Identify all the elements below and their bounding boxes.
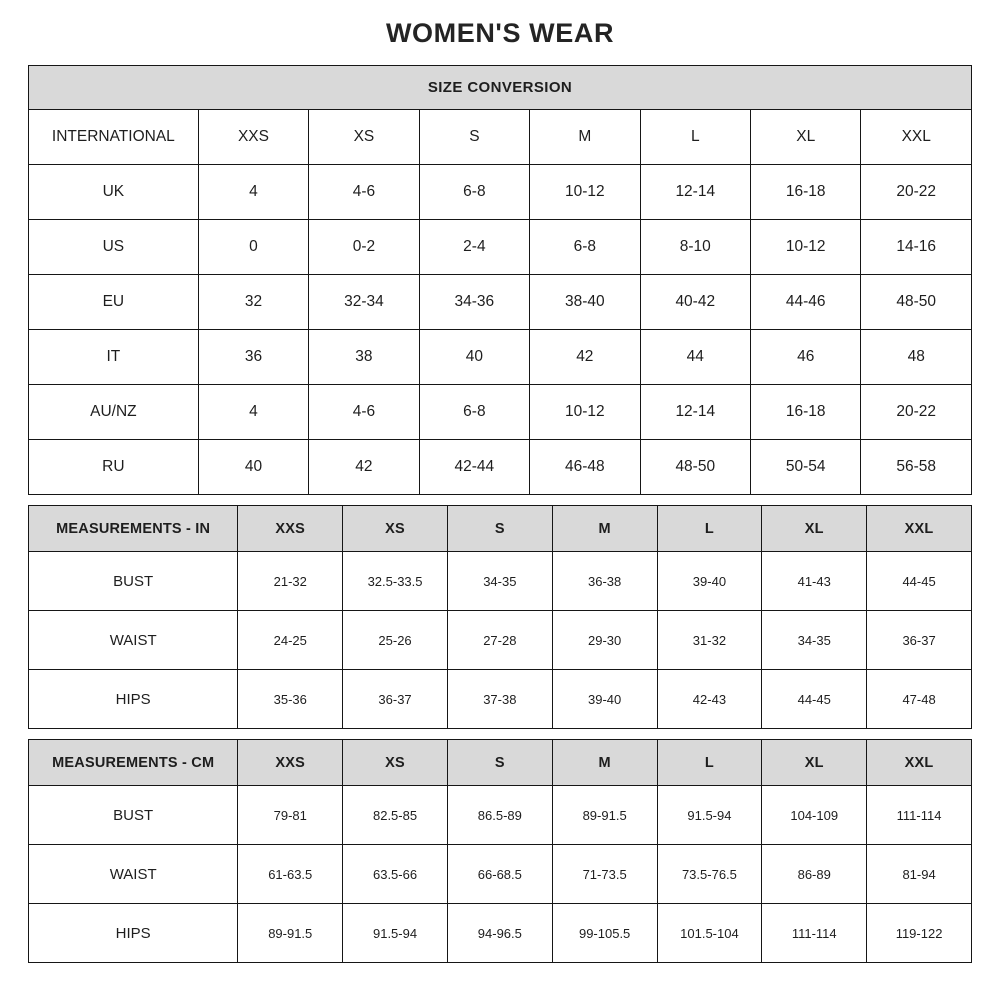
value-cell: 12-14 (640, 385, 750, 440)
row-label: AU/NZ (29, 385, 199, 440)
header-size-cell: XS (343, 740, 448, 786)
value-cell: 40 (419, 330, 529, 385)
value-cell: 24-25 (238, 611, 343, 670)
header-row (29, 506, 972, 552)
value-cell: 4-6 (309, 165, 419, 220)
table-row (29, 220, 972, 275)
row-label: BUST (29, 552, 238, 611)
header-size-cell: L (640, 110, 750, 165)
value-cell: 29-30 (552, 611, 657, 670)
value-cell: 4 (198, 165, 308, 220)
table-title-row (29, 66, 972, 110)
value-cell: 8-10 (640, 220, 750, 275)
value-cell: 99-105.5 (552, 904, 657, 963)
value-cell: 6-8 (419, 385, 529, 440)
header-size-cell: XXL (861, 110, 972, 165)
table-row (29, 845, 972, 904)
value-cell: 38 (309, 330, 419, 385)
value-cell: 36-38 (552, 552, 657, 611)
value-cell: 119-122 (867, 904, 972, 963)
value-cell: 46-48 (530, 440, 640, 495)
header-size-cell: S (447, 506, 552, 552)
value-cell: 42-43 (657, 670, 762, 729)
value-cell: 12-14 (640, 165, 750, 220)
value-cell: 10-12 (530, 165, 640, 220)
header-size-cell: XL (762, 740, 867, 786)
value-cell: 10-12 (530, 385, 640, 440)
value-cell: 14-16 (861, 220, 972, 275)
value-cell: 86.5-89 (447, 786, 552, 845)
header-size-cell: S (447, 740, 552, 786)
value-cell: 0 (198, 220, 308, 275)
value-cell: 36-37 (343, 670, 448, 729)
value-cell: 44-46 (751, 275, 861, 330)
value-cell: 111-114 (867, 786, 972, 845)
header-size-cell: XL (751, 110, 861, 165)
table-row (29, 385, 972, 440)
value-cell: 44-45 (867, 552, 972, 611)
value-cell: 40-42 (640, 275, 750, 330)
header-size-cell: XS (343, 506, 448, 552)
header-row (29, 740, 972, 786)
table-row (29, 786, 972, 845)
row-label: WAIST (29, 845, 238, 904)
value-cell: 37-38 (447, 670, 552, 729)
value-cell: 73.5-76.5 (657, 845, 762, 904)
table-row (29, 440, 972, 495)
header-row (29, 110, 972, 165)
header-label-cell: MEASUREMENTS - IN (29, 506, 238, 552)
value-cell: 40 (198, 440, 308, 495)
value-cell: 91.5-94 (343, 904, 448, 963)
value-cell: 42 (530, 330, 640, 385)
value-cell: 44-45 (762, 670, 867, 729)
row-label: BUST (29, 786, 238, 845)
value-cell: 71-73.5 (552, 845, 657, 904)
value-cell: 0-2 (309, 220, 419, 275)
value-cell: 20-22 (861, 165, 972, 220)
header-size-cell: M (552, 740, 657, 786)
header-size-cell: S (419, 110, 529, 165)
value-cell: 111-114 (762, 904, 867, 963)
value-cell: 32.5-33.5 (343, 552, 448, 611)
value-cell: 21-32 (238, 552, 343, 611)
table-row (29, 275, 972, 330)
value-cell: 42 (309, 440, 419, 495)
row-label: RU (29, 440, 199, 495)
table-row (29, 670, 972, 729)
row-label: IT (29, 330, 199, 385)
value-cell: 38-40 (530, 275, 640, 330)
header-size-cell: XS (309, 110, 419, 165)
value-cell: 34-35 (762, 611, 867, 670)
table-row (29, 552, 972, 611)
value-cell: 32 (198, 275, 308, 330)
header-size-cell: XXS (238, 506, 343, 552)
header-label-cell: MEASUREMENTS - CM (29, 740, 238, 786)
header-label-cell: INTERNATIONAL (29, 110, 199, 165)
value-cell: 6-8 (419, 165, 529, 220)
value-cell: 39-40 (552, 670, 657, 729)
value-cell: 89-91.5 (552, 786, 657, 845)
value-cell: 4 (198, 385, 308, 440)
value-cell: 89-91.5 (238, 904, 343, 963)
value-cell: 44 (640, 330, 750, 385)
table-row (29, 611, 972, 670)
value-cell: 34-36 (419, 275, 529, 330)
value-cell: 36 (198, 330, 308, 385)
row-label: UK (29, 165, 199, 220)
row-label: US (29, 220, 199, 275)
value-cell: 10-12 (751, 220, 861, 275)
table-title: SIZE CONVERSION (29, 66, 972, 110)
value-cell: 50-54 (751, 440, 861, 495)
table-row (29, 904, 972, 963)
row-label: WAIST (29, 611, 238, 670)
row-label: HIPS (29, 904, 238, 963)
header-size-cell: L (657, 740, 762, 786)
header-size-cell: L (657, 506, 762, 552)
table-row (29, 330, 972, 385)
value-cell: 48-50 (861, 275, 972, 330)
row-label: EU (29, 275, 199, 330)
value-cell: 20-22 (861, 385, 972, 440)
value-cell: 16-18 (751, 165, 861, 220)
value-cell: 25-26 (343, 611, 448, 670)
value-cell: 41-43 (762, 552, 867, 611)
value-cell: 42-44 (419, 440, 529, 495)
header-size-cell: XXL (867, 506, 972, 552)
value-cell: 79-81 (238, 786, 343, 845)
header-size-cell: XXL (867, 740, 972, 786)
value-cell: 2-4 (419, 220, 529, 275)
header-size-cell: XXS (198, 110, 308, 165)
value-cell: 48-50 (640, 440, 750, 495)
value-cell: 94-96.5 (447, 904, 552, 963)
value-cell: 39-40 (657, 552, 762, 611)
value-cell: 86-89 (762, 845, 867, 904)
value-cell: 56-58 (861, 440, 972, 495)
measurements-in-table (28, 505, 972, 729)
value-cell: 34-35 (447, 552, 552, 611)
value-cell: 6-8 (530, 220, 640, 275)
size-conversion-table (28, 65, 972, 495)
value-cell: 16-18 (751, 385, 861, 440)
value-cell: 101.5-104 (657, 904, 762, 963)
value-cell: 61-63.5 (238, 845, 343, 904)
value-cell: 91.5-94 (657, 786, 762, 845)
value-cell: 31-32 (657, 611, 762, 670)
value-cell: 32-34 (309, 275, 419, 330)
row-label: HIPS (29, 670, 238, 729)
value-cell: 47-48 (867, 670, 972, 729)
value-cell: 104-109 (762, 786, 867, 845)
header-size-cell: XL (762, 506, 867, 552)
value-cell: 63.5-66 (343, 845, 448, 904)
value-cell: 35-36 (238, 670, 343, 729)
header-size-cell: M (552, 506, 657, 552)
table-row (29, 165, 972, 220)
value-cell: 46 (751, 330, 861, 385)
measurements-cm-table (28, 739, 972, 963)
header-size-cell: XXS (238, 740, 343, 786)
value-cell: 48 (861, 330, 972, 385)
value-cell: 66-68.5 (447, 845, 552, 904)
header-size-cell: M (530, 110, 640, 165)
value-cell: 4-6 (309, 385, 419, 440)
page-title: WOMEN'S WEAR (385, 18, 615, 48)
value-cell: 36-37 (867, 611, 972, 670)
value-cell: 82.5-85 (343, 786, 448, 845)
value-cell: 81-94 (867, 845, 972, 904)
value-cell: 27-28 (447, 611, 552, 670)
